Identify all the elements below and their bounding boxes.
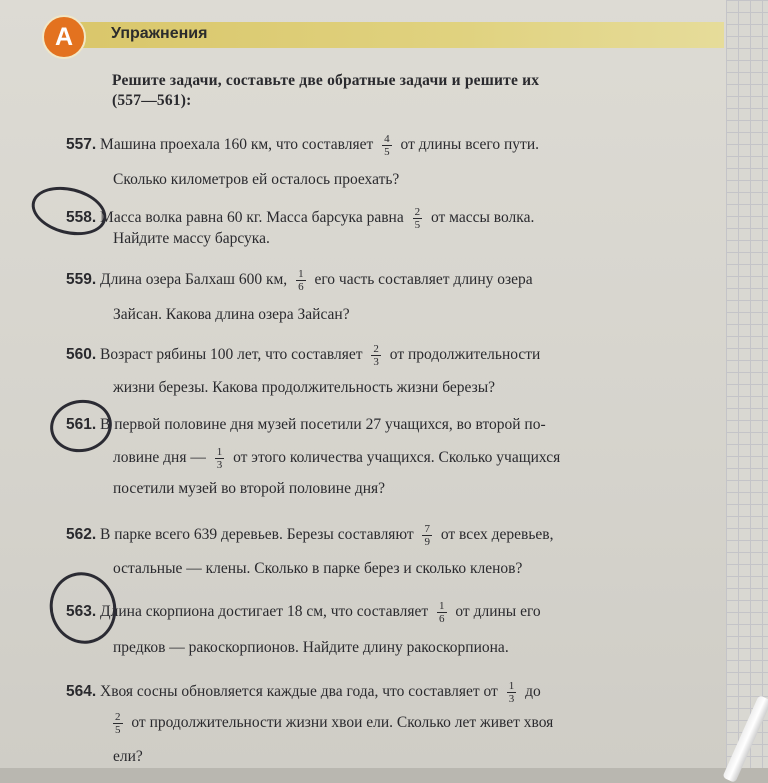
pen-circle-558 (27, 179, 112, 242)
problem-text: Возраст рябины 100 лет, что составляет (100, 346, 363, 364)
problem-text: от продолжительности (389, 346, 541, 364)
problem-557-line-1 (66, 133, 539, 158)
problem-number: 564. (66, 683, 97, 701)
problem-563-line-2: предков — ракоскорпионов. Найдите длину ракоскорпиона. (113, 639, 509, 656)
problem-560-line-1 (66, 343, 540, 368)
problem-number: 557. (66, 136, 97, 154)
problem-558-line-1 (66, 206, 534, 231)
fraction: $\frac{2}{5}$ (115, 711, 121, 736)
section-title: Упражнения (111, 25, 208, 42)
problem-559-line-2: Зайсан. Какова длина озера Зайсан? (113, 306, 350, 323)
fraction: $\frac{4}{5}$ (384, 133, 390, 158)
fraction: $\frac{7}{9}$ (424, 523, 430, 548)
fraction: $\frac{1}{6}$ (298, 268, 304, 293)
problem-text: от длины его (455, 603, 541, 621)
problem-561-line-2: ловине дня — $\frac{1}{3}$ от этого количества учащихся. Сколько учащихся (113, 446, 561, 471)
problem-number: 560. (66, 346, 97, 364)
problem-text: Машина проехала 160 км, что составляет (100, 136, 374, 154)
problem-561-line-3: посетили музей во второй половине дня? (113, 480, 386, 497)
problem-text: Длина озера Балхаш 600 км, (100, 271, 288, 289)
problem-text: от длины всего пути. (400, 136, 539, 154)
problem-text: от всех деревьев, (440, 526, 554, 544)
notebook-grid-strip (726, 0, 768, 768)
problem-text: Хвоя сосны обновляется каждые два года, что составляет от (100, 683, 498, 701)
problem-558-line-2: Найдите массу барсука. (113, 230, 270, 247)
problem-564-line-2: $\frac{2}{5}$ от продолжительности жизни хвои ели. Сколько лет живет хвоя (115, 711, 554, 736)
fraction: $\frac{1}{3}$ (508, 680, 515, 705)
fraction: $\frac{2}{5}$ (414, 206, 421, 231)
fraction: $\frac{1}{3}$ (216, 446, 223, 471)
problem-number: 563. (66, 603, 97, 621)
problem-563-line-1 (66, 600, 541, 625)
problem-562-line-2: остальные — клены. Сколько в парке берез и сколько кленов? (113, 560, 523, 577)
problem-text: от массы волка. (430, 209, 535, 227)
problem-text: его часть составляет длину озера (314, 271, 533, 289)
problem-number: 558. (66, 209, 97, 227)
problem-text: Длина скорпиона достигает 18 см, что составляет (100, 603, 429, 621)
instruction-line-2: (557—561): (112, 92, 192, 109)
problem-562-line-1 (66, 523, 554, 548)
section-badge: A (42, 15, 86, 59)
problem-text: В парке всего 639 деревьев. Березы составляют (100, 526, 414, 544)
problem-561-line-1 (66, 416, 546, 434)
problem-text: В первой половине дня музей посетили 27 учащихся, во второй по- (100, 416, 546, 433)
pen-circle-561 (46, 395, 116, 457)
problem-text: Масса волка равна 60 кг. Масса барсука равна (100, 209, 404, 227)
problem-559-line-1 (66, 268, 533, 293)
problem-564-line-1 (66, 680, 541, 705)
problem-557-line-2: Сколько километров ей осталось проехать? (113, 171, 400, 188)
instruction-line-1: Решите задачи, составьте две обратные задачи и решите их (112, 72, 540, 89)
problem-number: 559. (66, 271, 97, 289)
problem-560-line-2: жизни березы. Какова продолжительность жизни березы? (113, 379, 496, 396)
problem-text: до (525, 683, 541, 701)
problem-564-line-3: ели? (113, 748, 143, 765)
problem-number: 562. (66, 526, 97, 544)
fraction: $\frac{2}{3}$ (373, 343, 379, 368)
problem-number: 561. (66, 416, 97, 433)
fraction: $\frac{1}{6}$ (439, 600, 445, 625)
